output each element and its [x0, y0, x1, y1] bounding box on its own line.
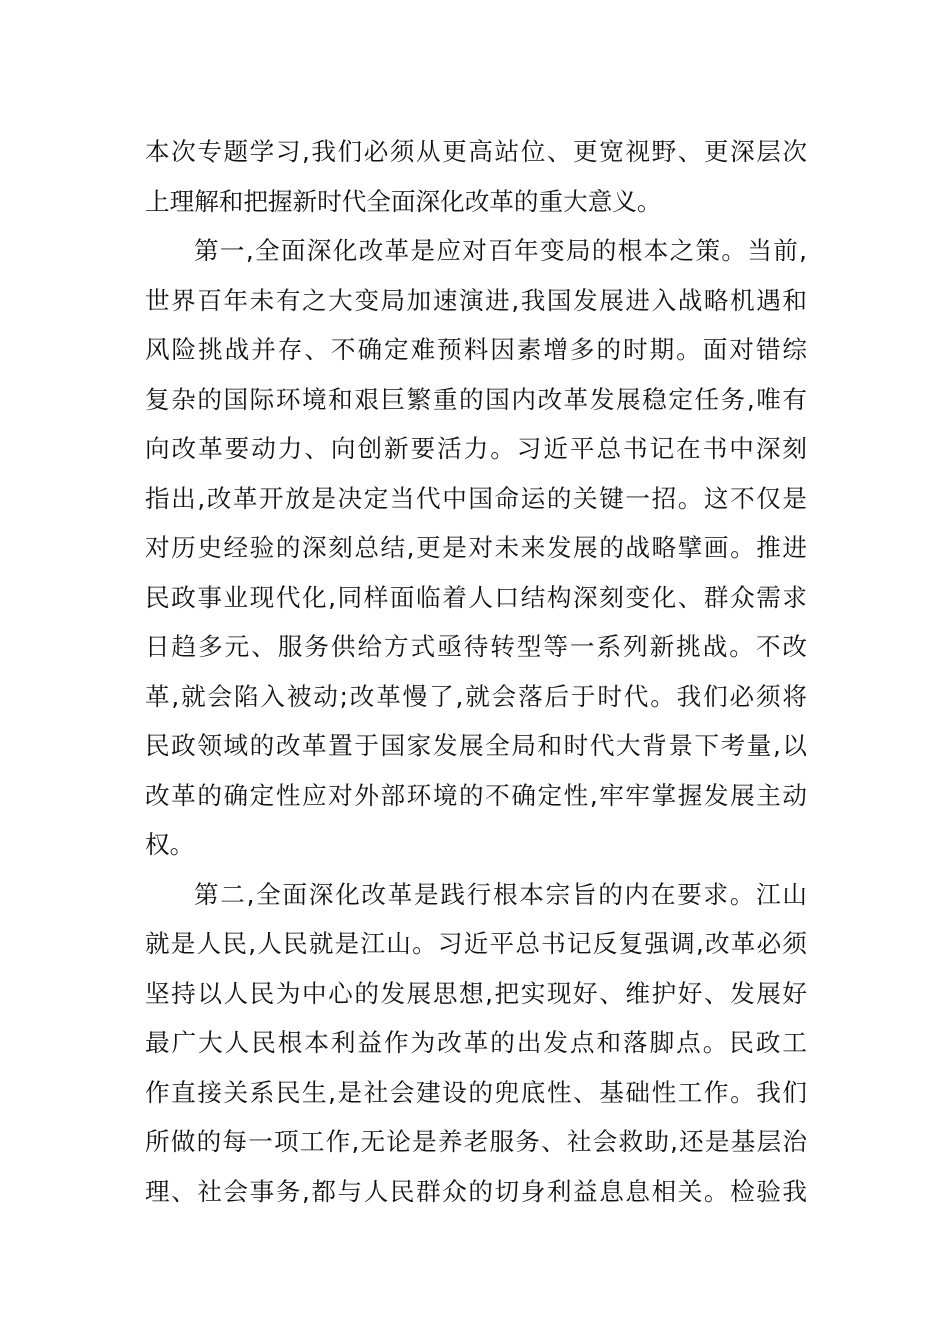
text-line: 坚持以人民为中心的发展思想,把实现好、维护好、发展好	[145, 978, 807, 1008]
text-line: 所做的每一项工作,无论是养老服务、社会救助,还是基层治	[145, 1127, 807, 1156]
paragraph-first-point	[145, 226, 807, 870]
text-line: 指出,改革开放是决定当代中国命运的关键一招。这不仅是	[145, 483, 807, 513]
text-line: 本次专题学习,我们必须从更高站位、更宽视野、更深层次	[145, 137, 807, 166]
text-line: 民政事业现代化,同样面临着人口结构深刻变化、群众需求	[145, 582, 807, 612]
paragraph-intro	[145, 127, 807, 226]
text-line: 日趋多元、服务供给方式亟待转型等一系列新挑战。不改	[145, 632, 807, 661]
text-line: 上理解和把握新时代全面深化改革的重大意义。	[145, 186, 662, 216]
text-line: 民政领域的改革置于国家发展全局和时代大背景下考量,以	[145, 731, 807, 760]
text-line: 作直接关系民生,是社会建设的兜底性、基础性工作。我们	[145, 1077, 807, 1107]
text-line: 风险挑战并存、不确定难预料因素增多的时期。面对错综	[145, 335, 807, 364]
text-line: 理、社会事务,都与人民群众的切身利益息息相关。检验我	[145, 1176, 807, 1206]
text-line: 就是人民,人民就是江山。习近平总书记反复强调,改革必须	[145, 929, 807, 958]
text-line: 第二,全面深化改革是践行根本宗旨的内在要求。江山	[194, 879, 807, 909]
paragraph-second-point	[145, 870, 807, 1217]
text-line: 最广大人民根本利益作为改革的出发点和落脚点。民政工	[145, 1028, 807, 1057]
text-line: 第一,全面深化改革是应对百年变局的根本之策。当前,	[194, 236, 807, 265]
text-line: 权。	[145, 830, 195, 859]
text-line: 世界百年未有之大变局加速演进,我国发展进入战略机遇和	[145, 285, 807, 315]
body-text	[145, 127, 807, 1216]
text-line: 向改革要动力、向创新要活力。习近平总书记在书中深刻	[145, 434, 807, 463]
text-line: 改革的确定性应对外部环境的不确定性,牢牢掌握发展主动	[145, 780, 807, 810]
text-line: 对历史经验的深刻总结,更是对未来发展的战略擘画。推进	[145, 533, 807, 562]
text-line: 复杂的国际环境和艰巨繁重的国内改革发展稳定任务,唯有	[145, 384, 807, 414]
text-line: 革,就会陷入被动;改革慢了,就会落后于时代。我们必须将	[145, 681, 807, 711]
